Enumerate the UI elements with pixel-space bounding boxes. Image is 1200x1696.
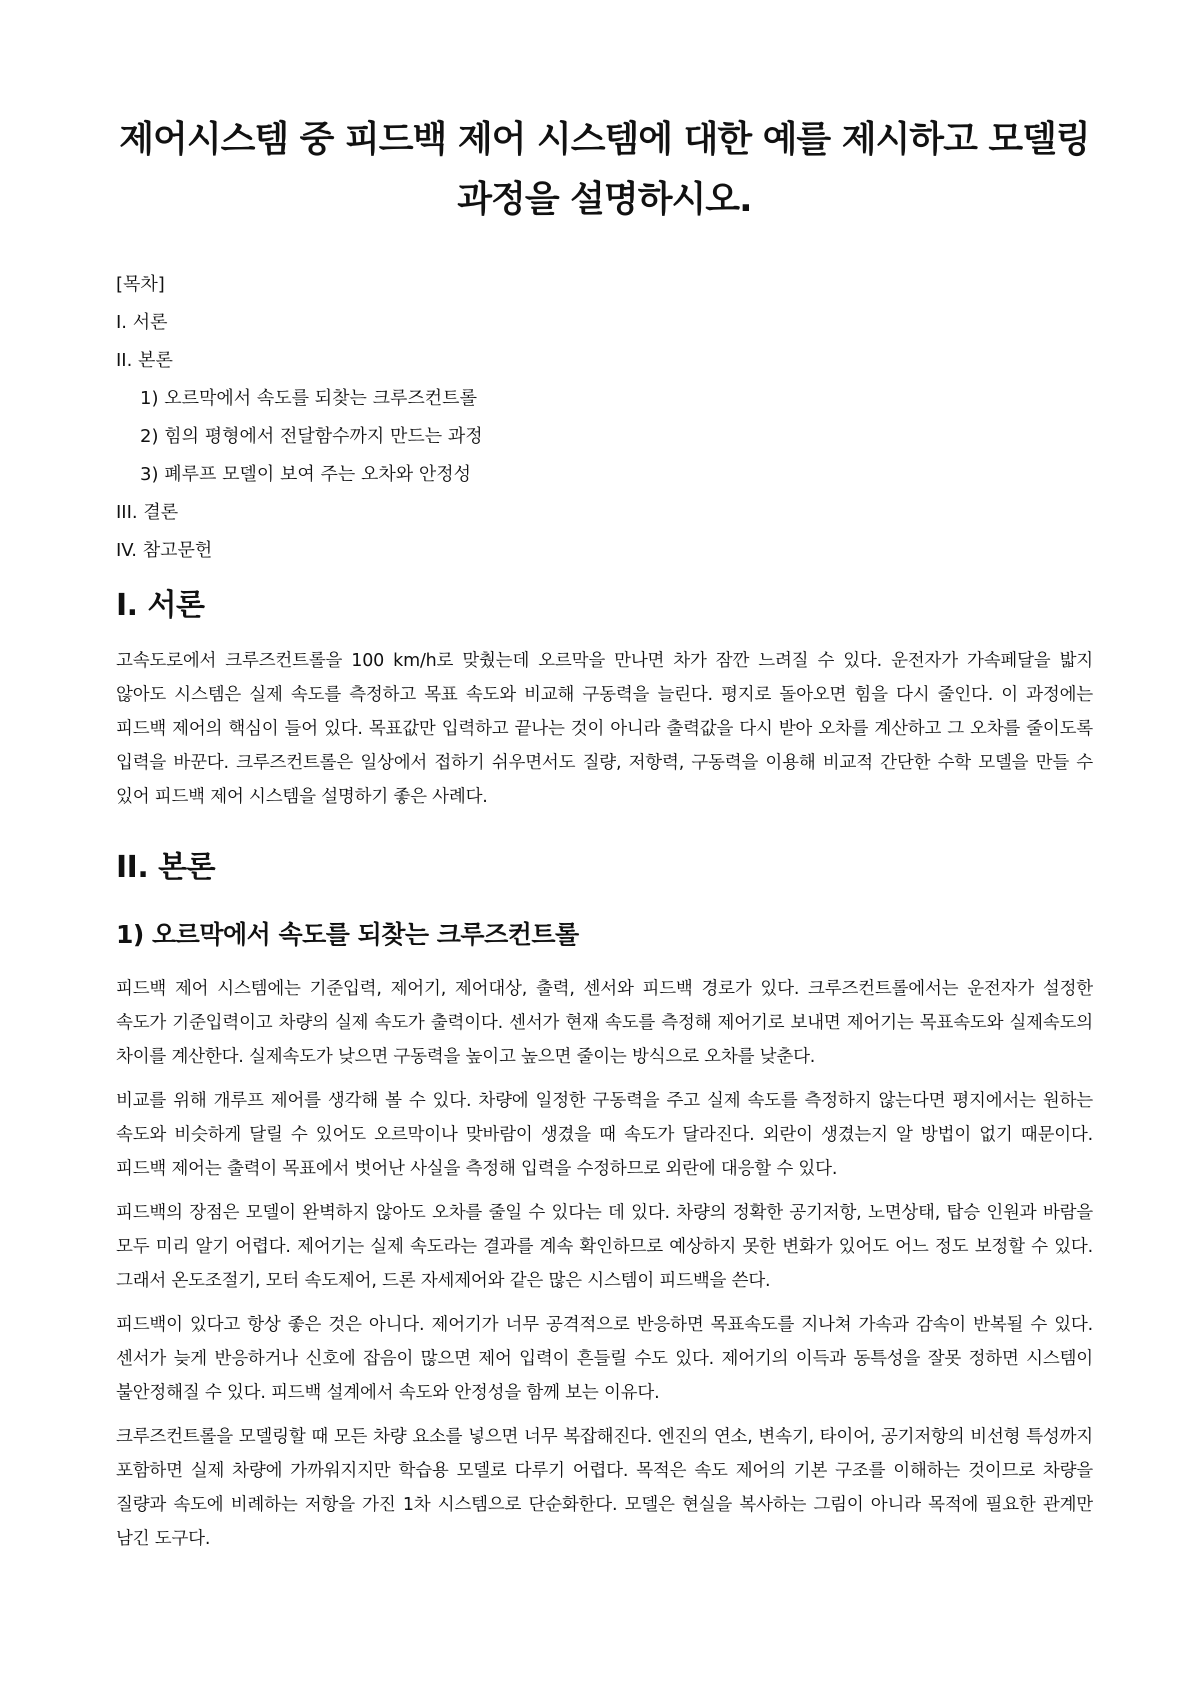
table-of-contents: [116, 266, 1093, 570]
body-paragraph: 비교를 위해 개루프 제어를 생각해 볼 수 있다. 차량에 일정한 구동력을 주고 실제 속도를 측정하지 않는다면 평지에서는 원하는 속도와 비슷하게 달릴 수 있어도 오르막이나 맞바람이 생겼을 때 속도가 달라진다. 외란이 생겼는지 알 방법이 없기 때문이다. 피드백 제어는 출력이 목표에서 벗어난 사실을 측정해 입력을 수정하므로 외란에 대응할 수 있다.: [116, 1091, 1093, 1179]
body-paragraph: 피드백 제어 시스템에는 기준입력, 제어기, 제어대상, 출력, 센서와 피드백 경로가 있다. 크루즈컨트롤에서는 운전자가 설정한 속도가 기준입력이고 차량의 실제 속도가 출력이다. 센서가 현재 속도를 측정해 제어기로 보내면 제어기는 목표속도와 실제속도의 차이를 계산한다. 실제속도가 낮으면 구동력을 높이고 높으면 줄이는 방식으로 오차를 낮춘다.: [116, 979, 1093, 1067]
toc-heading: [목차]: [116, 274, 165, 295]
subsection-heading-1: 1) 오르막에서 속도를 되찾는 크루즈컨트롤: [116, 920, 579, 949]
body-paragraph: 크루즈컨트롤을 모델링할 때 모든 차량 요소를 넣으면 너무 복잡해진다. 엔진의 연소, 변속기, 타이어, 공기저항의 비선형 특성까지 포함하면 실제 차량에 가까워지지만 학습용 모델로 다루기 어렵다. 목적은 속도 제어의 기본 구조를 이해하는 것이므로 차량을 질량과 속도에 비례하는 저항을 가진 1차 시스템으로 단순화한다. 모델은 현실을 복사하는 그림이 아니라 목적에 필요한 관계만 남긴 도구다.: [116, 1427, 1093, 1549]
intro-paragraph: 고속도로에서 크루즈컨트롤을 100 km/h로 맞췄는데 오르막을 만나면 차가 잠깐 느려질 수 있다. 운전자가 가속페달을 밟지 않아도 시스템은 실제 속도를 측정하고 목표 속도와 비교해 구동력을 늘린다. 평지로 돌아오면 힘을 다시 줄인다. 이 과정에는 피드백 제어의 핵심이 들어 있다. 목표값만 입력하고 끝나는 것이 아니라 출력값을 다시 받아 오차를 계산하고 그 오차를 줄이도록 입력을 바꾼다. 크루즈컨트롤은 일상에서 접하기 쉬우면서도 질량, 저항력, 구동력을 이용해 비교적 간단한 수학 모델을 만들 수 있어 피드백 제어 시스템을 설명하기 좋은 사례다.: [116, 651, 1093, 807]
toc-item-body: II. 본론: [116, 350, 173, 371]
section-heading-intro: I. 서론: [116, 588, 205, 623]
toc-item-references: IV. 참고문헌: [116, 540, 213, 561]
toc-item-conclusion: III. 결론: [116, 502, 179, 523]
toc-item-body-3: 3) 폐루프 모델이 보여 주는 오차와 안정성: [140, 464, 472, 485]
document-title: 제어시스템 중 피드백 제어 시스템에 대한 예를 제시하고 모델링 과정을 설명하시오.: [119, 119, 1090, 220]
toc-item-body-1: 1) 오르막에서 속도를 되찾는 크루즈컨트롤: [140, 388, 477, 409]
toc-item-intro: I. 서론: [116, 312, 168, 333]
body-paragraph: 피드백의 장점은 모델이 완벽하지 않아도 오차를 줄일 수 있다는 데 있다. 차량의 정확한 공기저항, 노면상태, 탑승 인원과 바람을 모두 미리 알기 어렵다. 제어기는 실제 속도라는 결과를 계속 확인하므로 예상하지 못한 변화가 있어도 어느 정도 보정할 수 있다. 그래서 온도조절기, 모터 속도제어, 드론 자세제어와 같은 많은 시스템이 피드백을 쓴다.: [116, 1203, 1093, 1291]
section-heading-body: II. 본론: [116, 850, 216, 885]
body-paragraph: 피드백이 있다고 항상 좋은 것은 아니다. 제어기가 너무 공격적으로 반응하면 목표속도를 지나쳐 가속과 감속이 반복될 수 있다. 센서가 늦게 반응하거나 신호에 잡음이 많으면 제어 입력이 흔들릴 수도 있다. 제어기의 이득과 동특성을 잘못 정하면 시스템이 불안정해질 수 있다. 피드백 설계에서 속도와 안정성을 함께 보는 이유다.: [116, 1315, 1093, 1403]
toc-item-body-2: 2) 힘의 평형에서 전달함수까지 만드는 과정: [140, 426, 483, 447]
